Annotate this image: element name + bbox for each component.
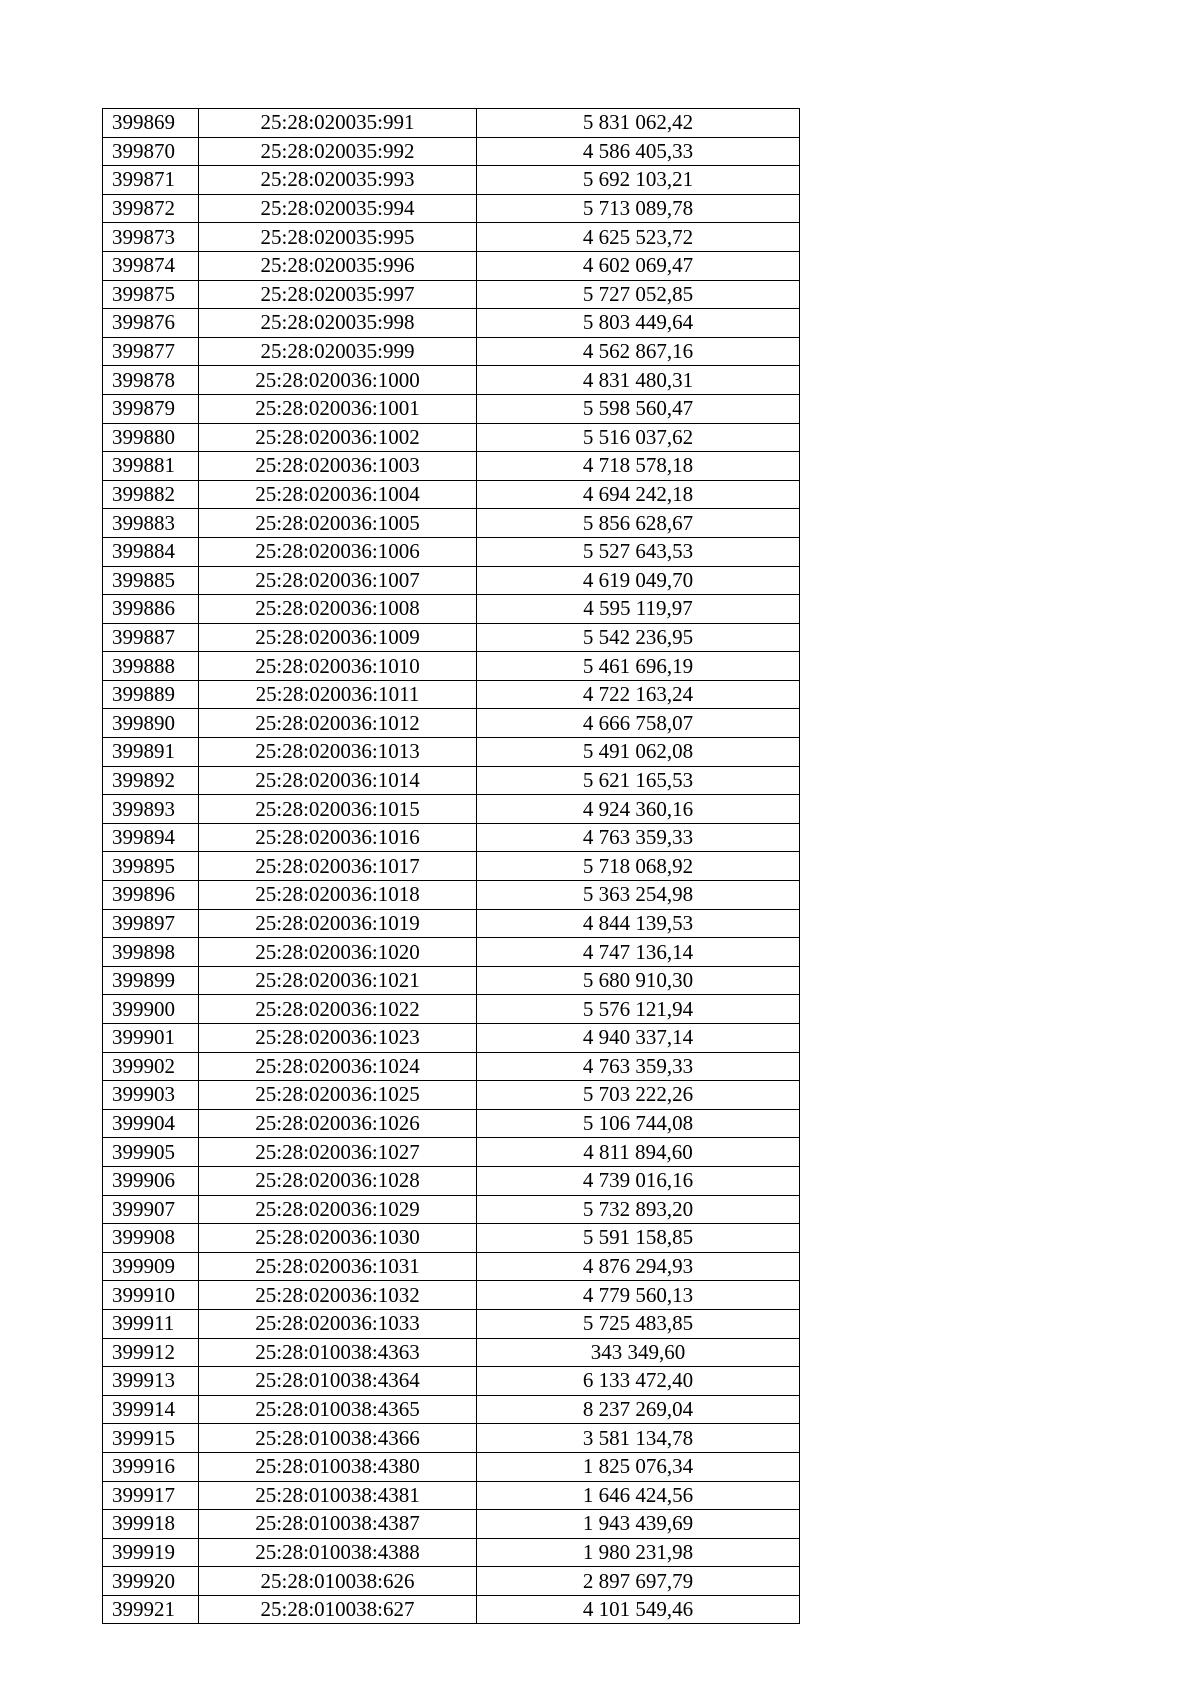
table-row <box>103 1338 800 1367</box>
cadastral-number-cell: 25:28:020036:1002 <box>199 423 477 452</box>
row-number-cell: 399897 <box>103 909 199 938</box>
cadastral-value-cell: 4 718 578,18 <box>477 452 800 481</box>
cadastral-number-cell: 25:28:020035:998 <box>199 309 477 338</box>
cadastral-number-cell: 25:28:020036:1009 <box>199 623 477 652</box>
cadastral-value-cell: 4 666 758,07 <box>477 709 800 738</box>
cadastral-number-cell: 25:28:010038:4366 <box>199 1424 477 1453</box>
cadastral-number-cell: 25:28:020036:1010 <box>199 652 477 681</box>
cadastral-number-cell: 25:28:010038:4363 <box>199 1338 477 1367</box>
table-row <box>103 1224 800 1253</box>
row-number-cell: 399872 <box>103 194 199 223</box>
cadastral-value-cell: 4 844 139,53 <box>477 909 800 938</box>
table-row <box>103 309 800 338</box>
table-row <box>103 966 800 995</box>
cadastral-value-cell: 5 727 052,85 <box>477 280 800 309</box>
cadastral-number-cell: 25:28:020036:1027 <box>199 1138 477 1167</box>
row-number-cell: 399905 <box>103 1138 199 1167</box>
row-number-cell: 399895 <box>103 852 199 881</box>
cadastral-number-cell: 25:28:010038:627 <box>199 1595 477 1624</box>
cadastral-value-cell: 5 692 103,21 <box>477 166 800 195</box>
row-number-cell: 399881 <box>103 452 199 481</box>
row-number-cell: 399876 <box>103 309 199 338</box>
row-number-cell: 399900 <box>103 995 199 1024</box>
cadastral-number-cell: 25:28:020035:999 <box>199 337 477 366</box>
cadastral-number-cell: 25:28:010038:4388 <box>199 1538 477 1567</box>
cadastral-number-cell: 25:28:020036:1003 <box>199 452 477 481</box>
row-number-cell: 399871 <box>103 166 199 195</box>
row-number-cell: 399916 <box>103 1452 199 1481</box>
row-number-cell: 399880 <box>103 423 199 452</box>
cadastral-number-cell: 25:28:020036:1025 <box>199 1081 477 1110</box>
cadastral-value-cell: 4 101 549,46 <box>477 1595 800 1624</box>
cadastral-value-cell: 4 831 480,31 <box>477 366 800 395</box>
row-number-cell: 399894 <box>103 823 199 852</box>
row-number-cell: 399902 <box>103 1052 199 1081</box>
row-number-cell: 399918 <box>103 1510 199 1539</box>
row-number-cell: 399917 <box>103 1481 199 1510</box>
cadastral-value-cell: 4 586 405,33 <box>477 137 800 166</box>
table-row <box>103 1052 800 1081</box>
cadastral-number-cell: 25:28:020036:1018 <box>199 881 477 910</box>
table-row <box>103 881 800 910</box>
row-number-cell: 399890 <box>103 709 199 738</box>
row-number-cell: 399888 <box>103 652 199 681</box>
cadastral-value-cell: 5 542 236,95 <box>477 623 800 652</box>
row-number-cell: 399901 <box>103 1024 199 1053</box>
row-number-cell: 399874 <box>103 251 199 280</box>
cadastral-value-cell: 4 739 016,16 <box>477 1166 800 1195</box>
cadastral-number-cell: 25:28:020036:1023 <box>199 1024 477 1053</box>
cadastral-number-cell: 25:28:010038:4364 <box>199 1367 477 1396</box>
cadastral-number-cell: 25:28:020035:992 <box>199 137 477 166</box>
table-row <box>103 1367 800 1396</box>
cadastral-value-cell: 5 680 910,30 <box>477 966 800 995</box>
row-number-cell: 399914 <box>103 1395 199 1424</box>
table-body <box>103 109 800 1624</box>
table-row <box>103 709 800 738</box>
table-row <box>103 1252 800 1281</box>
cadastral-number-cell: 25:28:020035:995 <box>199 223 477 252</box>
cadastral-value-cell: 4 619 049,70 <box>477 566 800 595</box>
table-row <box>103 909 800 938</box>
table-row <box>103 137 800 166</box>
cadastral-number-cell: 25:28:020035:991 <box>199 109 477 138</box>
table-row <box>103 738 800 767</box>
row-number-cell: 399921 <box>103 1595 199 1624</box>
row-number-cell: 399873 <box>103 223 199 252</box>
cadastral-number-cell: 25:28:020036:1005 <box>199 509 477 538</box>
table-row <box>103 1452 800 1481</box>
row-number-cell: 399903 <box>103 1081 199 1110</box>
cadastral-number-cell: 25:28:020035:994 <box>199 194 477 223</box>
cadastral-value-cell: 1 646 424,56 <box>477 1481 800 1510</box>
row-number-cell: 399907 <box>103 1195 199 1224</box>
cadastral-value-cell: 5 703 222,26 <box>477 1081 800 1110</box>
cadastral-value-cell: 4 747 136,14 <box>477 938 800 967</box>
cadastral-number-cell: 25:28:020036:1020 <box>199 938 477 967</box>
row-number-cell: 399889 <box>103 680 199 709</box>
cadastral-value-cell: 5 516 037,62 <box>477 423 800 452</box>
table-row <box>103 251 800 280</box>
cadastral-number-cell: 25:28:020036:1032 <box>199 1281 477 1310</box>
table-row <box>103 1138 800 1167</box>
cadastral-number-cell: 25:28:020036:1014 <box>199 766 477 795</box>
table-row <box>103 1538 800 1567</box>
table-row <box>103 194 800 223</box>
table-row <box>103 1109 800 1138</box>
cadastral-value-cell: 1 980 231,98 <box>477 1538 800 1567</box>
table-row <box>103 109 800 138</box>
cadastral-number-cell: 25:28:020036:1029 <box>199 1195 477 1224</box>
cadastral-number-cell: 25:28:020036:1030 <box>199 1224 477 1253</box>
row-number-cell: 399882 <box>103 480 199 509</box>
cadastral-value-cell: 5 598 560,47 <box>477 394 800 423</box>
cadastral-value-cell: 4 811 894,60 <box>477 1138 800 1167</box>
row-number-cell: 399870 <box>103 137 199 166</box>
row-number-cell: 399906 <box>103 1166 199 1195</box>
cadastral-value-cell: 5 621 165,53 <box>477 766 800 795</box>
cadastral-number-cell: 25:28:020036:1031 <box>199 1252 477 1281</box>
table-row <box>103 280 800 309</box>
cadastral-value-cell: 5 461 696,19 <box>477 652 800 681</box>
row-number-cell: 399899 <box>103 966 199 995</box>
cadastral-number-cell: 25:28:020035:996 <box>199 251 477 280</box>
table-row <box>103 766 800 795</box>
cadastral-value-cell: 8 237 269,04 <box>477 1395 800 1424</box>
table-row <box>103 166 800 195</box>
cadastral-value-cell: 4 940 337,14 <box>477 1024 800 1053</box>
cadastral-value-cell: 1 943 439,69 <box>477 1510 800 1539</box>
cadastral-value-cell: 4 924 360,16 <box>477 795 800 824</box>
row-number-cell: 399896 <box>103 881 199 910</box>
cadastral-number-cell: 25:28:020036:1019 <box>199 909 477 938</box>
table-row <box>103 337 800 366</box>
row-number-cell: 399869 <box>103 109 199 138</box>
table-row <box>103 1195 800 1224</box>
row-number-cell: 399912 <box>103 1338 199 1367</box>
cadastral-value-cell: 5 591 158,85 <box>477 1224 800 1253</box>
cadastral-value-cell: 5 363 254,98 <box>477 881 800 910</box>
row-number-cell: 399919 <box>103 1538 199 1567</box>
row-number-cell: 399915 <box>103 1424 199 1453</box>
cadastral-value-cell: 5 732 893,20 <box>477 1195 800 1224</box>
cadastral-value-cell: 4 625 523,72 <box>477 223 800 252</box>
cadastral-value-cell: 5 718 068,92 <box>477 852 800 881</box>
row-number-cell: 399877 <box>103 337 199 366</box>
cadastral-number-cell: 25:28:020036:1026 <box>199 1109 477 1138</box>
table-row <box>103 823 800 852</box>
table-row <box>103 1424 800 1453</box>
cadastral-value-table <box>102 108 800 1624</box>
cadastral-value-cell: 5 725 483,85 <box>477 1309 800 1338</box>
row-number-cell: 399887 <box>103 623 199 652</box>
cadastral-value-cell: 5 491 062,08 <box>477 738 800 767</box>
table-row <box>103 452 800 481</box>
cadastral-number-cell: 25:28:020035:993 <box>199 166 477 195</box>
cadastral-value-cell: 4 876 294,93 <box>477 1252 800 1281</box>
table-row <box>103 223 800 252</box>
cadastral-number-cell: 25:28:020036:1016 <box>199 823 477 852</box>
cadastral-value-cell: 4 562 867,16 <box>477 337 800 366</box>
cadastral-number-cell: 25:28:020036:1001 <box>199 394 477 423</box>
table-row <box>103 1281 800 1310</box>
row-number-cell: 399893 <box>103 795 199 824</box>
row-number-cell: 399892 <box>103 766 199 795</box>
cadastral-number-cell: 25:28:020036:1012 <box>199 709 477 738</box>
table-row <box>103 1081 800 1110</box>
table-row <box>103 394 800 423</box>
row-number-cell: 399879 <box>103 394 199 423</box>
row-number-cell: 399878 <box>103 366 199 395</box>
table-row <box>103 852 800 881</box>
row-number-cell: 399920 <box>103 1567 199 1596</box>
row-number-cell: 399891 <box>103 738 199 767</box>
cadastral-number-cell: 25:28:020036:1004 <box>199 480 477 509</box>
cadastral-value-cell: 5 713 089,78 <box>477 194 800 223</box>
cadastral-number-cell: 25:28:020036:1017 <box>199 852 477 881</box>
table-row <box>103 595 800 624</box>
row-number-cell: 399909 <box>103 1252 199 1281</box>
table-row <box>103 1595 800 1624</box>
cadastral-value-cell: 4 763 359,33 <box>477 823 800 852</box>
cadastral-number-cell: 25:28:020036:1011 <box>199 680 477 709</box>
table-row <box>103 623 800 652</box>
table-row <box>103 480 800 509</box>
cadastral-number-cell: 25:28:020036:1007 <box>199 566 477 595</box>
table-row <box>103 652 800 681</box>
cadastral-value-cell: 4 779 560,13 <box>477 1281 800 1310</box>
row-number-cell: 399913 <box>103 1367 199 1396</box>
table-row <box>103 680 800 709</box>
cadastral-value-cell: 5 803 449,64 <box>477 309 800 338</box>
cadastral-number-cell: 25:28:020036:1008 <box>199 595 477 624</box>
cadastral-value-cell: 6 133 472,40 <box>477 1367 800 1396</box>
cadastral-value-cell: 3 581 134,78 <box>477 1424 800 1453</box>
cadastral-value-cell: 1 825 076,34 <box>477 1452 800 1481</box>
cadastral-number-cell: 25:28:010038:4380 <box>199 1452 477 1481</box>
table-row <box>103 1567 800 1596</box>
cadastral-value-cell: 5 831 062,42 <box>477 109 800 138</box>
table-row <box>103 509 800 538</box>
cadastral-value-cell: 4 595 119,97 <box>477 595 800 624</box>
cadastral-number-cell: 25:28:010038:4365 <box>199 1395 477 1424</box>
row-number-cell: 399875 <box>103 280 199 309</box>
cadastral-number-cell: 25:28:020036:1021 <box>199 966 477 995</box>
table-row <box>103 1510 800 1539</box>
cadastral-value-cell: 4 763 359,33 <box>477 1052 800 1081</box>
table-row <box>103 366 800 395</box>
table-row <box>103 1481 800 1510</box>
cadastral-number-cell: 25:28:020036:1000 <box>199 366 477 395</box>
cadastral-number-cell: 25:28:020036:1022 <box>199 995 477 1024</box>
table-row <box>103 1395 800 1424</box>
row-number-cell: 399885 <box>103 566 199 595</box>
row-number-cell: 399883 <box>103 509 199 538</box>
row-number-cell: 399886 <box>103 595 199 624</box>
row-number-cell: 399898 <box>103 938 199 967</box>
table-row <box>103 537 800 566</box>
cadastral-number-cell: 25:28:010038:626 <box>199 1567 477 1596</box>
cadastral-value-cell: 5 106 744,08 <box>477 1109 800 1138</box>
row-number-cell: 399911 <box>103 1309 199 1338</box>
row-number-cell: 399904 <box>103 1109 199 1138</box>
table-row <box>103 995 800 1024</box>
cadastral-number-cell: 25:28:020036:1028 <box>199 1166 477 1195</box>
cadastral-value-cell: 343 349,60 <box>477 1338 800 1367</box>
cadastral-value-cell: 5 856 628,67 <box>477 509 800 538</box>
table-row <box>103 1309 800 1338</box>
cadastral-value-cell: 4 602 069,47 <box>477 251 800 280</box>
cadastral-number-cell: 25:28:020036:1006 <box>199 537 477 566</box>
cadastral-value-cell: 5 576 121,94 <box>477 995 800 1024</box>
cadastral-number-cell: 25:28:010038:4387 <box>199 1510 477 1539</box>
cadastral-number-cell: 25:28:020036:1033 <box>199 1309 477 1338</box>
table-row <box>103 1024 800 1053</box>
row-number-cell: 399908 <box>103 1224 199 1253</box>
table-row <box>103 938 800 967</box>
row-number-cell: 399884 <box>103 537 199 566</box>
cadastral-number-cell: 25:28:020036:1015 <box>199 795 477 824</box>
cadastral-value-cell: 2 897 697,79 <box>477 1567 800 1596</box>
table-row <box>103 795 800 824</box>
cadastral-value-cell: 4 694 242,18 <box>477 480 800 509</box>
cadastral-number-cell: 25:28:020036:1013 <box>199 738 477 767</box>
cadastral-number-cell: 25:28:020036:1024 <box>199 1052 477 1081</box>
cadastral-value-cell: 5 527 643,53 <box>477 537 800 566</box>
cadastral-number-cell: 25:28:010038:4381 <box>199 1481 477 1510</box>
cadastral-number-cell: 25:28:020035:997 <box>199 280 477 309</box>
row-number-cell: 399910 <box>103 1281 199 1310</box>
table-row <box>103 423 800 452</box>
table-row <box>103 1166 800 1195</box>
cadastral-value-cell: 4 722 163,24 <box>477 680 800 709</box>
table-row <box>103 566 800 595</box>
